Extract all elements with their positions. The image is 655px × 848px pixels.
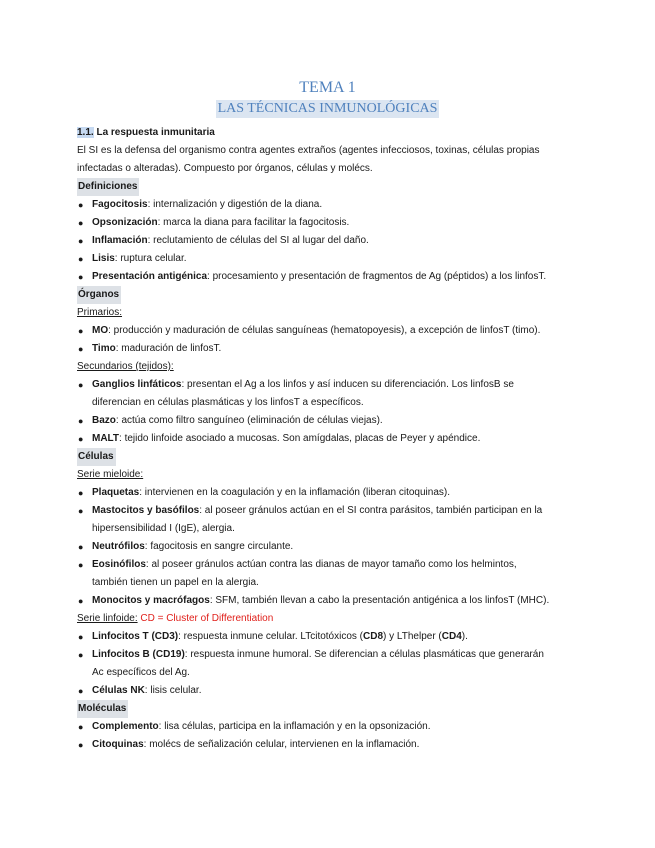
list-item — [77, 214, 582, 232]
bullet-icon: ● — [78, 272, 84, 282]
definition: : maduración de linfosT. — [115, 343, 222, 354]
bullet-icon: ● — [78, 218, 84, 228]
term: Mastocitos y basófilos — [92, 505, 200, 516]
definition-part: ) y LThelper ( — [383, 631, 442, 642]
list-item — [77, 538, 582, 556]
definition: : al poseer gránulos actúan contra las dianas de mayor tamaño como los helmintos, — [145, 559, 517, 570]
definition: : molécs de señalización celular, intervienen en la inflamación. — [143, 739, 420, 750]
moleculas-heading: Moléculas — [77, 700, 128, 718]
term: Células NK — [92, 685, 145, 696]
list-item — [77, 322, 582, 340]
definition: : intervienen en la coagulación y en la inflamación (liberan citoquinas). — [139, 487, 450, 498]
definition-part: ). — [461, 631, 468, 642]
list-item — [77, 430, 582, 448]
definition: : actúa como filtro sanguíneo (eliminación de células viejas). — [115, 415, 383, 426]
list-item — [77, 502, 582, 520]
list-item — [77, 412, 582, 430]
list-item — [77, 718, 582, 736]
bullet-icon: ● — [78, 686, 84, 696]
list-item — [77, 196, 582, 214]
bullet-icon: ● — [78, 344, 84, 354]
section-heading — [77, 124, 582, 142]
cd8-marker: CD8 — [363, 631, 384, 642]
section-number: 1.1. — [77, 127, 94, 138]
list-item-continuation: hipersensibilidad I (IgE), alergia. — [92, 523, 235, 534]
term: Linfocitos B (CD19) — [92, 649, 185, 660]
bullet-icon: ● — [78, 254, 84, 264]
definiciones-heading: Definiciones — [77, 178, 139, 196]
bullet-icon: ● — [78, 506, 84, 516]
bullet-icon: ● — [78, 596, 84, 606]
term: Linfocitos T (CD3) — [92, 631, 179, 642]
list-item — [77, 646, 582, 664]
list-item-continuation: también tienen un papel en la alergia. — [92, 577, 259, 588]
list-item — [77, 376, 582, 394]
chapter-title: TEMA 1 — [299, 79, 356, 96]
definition: : ruptura celular. — [114, 253, 187, 264]
definition: : SFM, también llevan a cabo la presentación antigénica a los linfosT (MHC). — [209, 595, 550, 606]
bullet-icon: ● — [78, 740, 84, 750]
term: Inflamación — [92, 235, 148, 246]
bullet-icon: ● — [78, 434, 84, 444]
definition: : producción y maduración de células sanguíneas (hematopoyesis), a excepción de linfosT (timo). — [108, 325, 541, 336]
term: Plaquetas — [92, 487, 140, 498]
term: Neutrófilos — [92, 541, 145, 552]
definition: : presentan el Ag a los linfos y así inducen su diferenciación. Los linfosB se — [181, 379, 514, 390]
bullet-icon: ● — [78, 488, 84, 498]
bullet-icon: ● — [78, 326, 84, 336]
definition: : respuesta inmune humoral. Se diferencian a células plasmáticas que generarán — [184, 649, 544, 660]
definition: : fagocitosis en sangre circulante. — [144, 541, 294, 552]
celulas-heading: Células — [77, 448, 116, 466]
intro-line: infectadas o alteradas). Compuesto por órganos, células y molécs. — [77, 163, 373, 174]
intro-line: El SI es la defensa del organismo contra agentes extraños (agentes infecciosos, toxinas, células propias — [77, 145, 540, 156]
list-item-continuation: Ac específicos del Ag. — [92, 667, 190, 678]
term: Presentación antigénica — [92, 271, 208, 282]
title-block — [0, 78, 655, 118]
cd4-marker: CD4 — [441, 631, 462, 642]
list-item — [77, 232, 582, 250]
primarios-subheading: Primarios: — [77, 307, 123, 318]
term: Bazo — [92, 415, 116, 426]
definition: : lisis celular. — [144, 685, 202, 696]
bullet-icon: ● — [78, 632, 84, 642]
list-item — [77, 628, 582, 646]
list-item — [77, 556, 582, 574]
bullet-icon: ● — [78, 380, 84, 390]
bullet-icon: ● — [78, 542, 84, 552]
term: Fagocitosis — [92, 199, 148, 210]
list-item — [77, 484, 582, 502]
list-item — [77, 682, 582, 700]
bullet-icon: ● — [78, 560, 84, 570]
definition: : procesamiento y presentación de fragmentos de Ag (péptidos) a los linfosT. — [207, 271, 547, 282]
term: Ganglios linfáticos — [92, 379, 182, 390]
bullet-icon: ● — [78, 722, 84, 732]
definition: : lisa células, participa en la inflamación y en la opsonización. — [158, 721, 431, 732]
chapter-subtitle: LAS TÉCNICAS INMUNOLÓGICAS — [217, 101, 438, 116]
definition: : tejido linfoide asociado a mucosas. Son amígdalas, placas de Peyer y apéndice. — [119, 433, 481, 444]
definition: : marca la diana para facilitar la fagocitosis. — [157, 217, 350, 228]
list-item — [77, 268, 582, 286]
term: MO — [92, 325, 109, 336]
organos-heading: Órganos — [77, 286, 121, 304]
definition: : reclutamiento de células del SI al lugar del daño. — [147, 235, 369, 246]
definition: : al poseer gránulos actúan en el SI contra parásitos, también participan en la — [199, 505, 543, 516]
term: Timo — [92, 343, 116, 354]
definition: : respuesta inmune celular. LTcitotóxicos ( — [178, 631, 364, 642]
secundarios-subheading: Secundarios (tejidos): — [77, 361, 174, 372]
term: Lisis — [92, 253, 115, 264]
linfoide-subheading: Serie linfoide: — [77, 613, 138, 624]
term: Monocitos y macrófagos — [92, 595, 210, 606]
bullet-icon: ● — [78, 416, 84, 426]
term: Opsonización — [92, 217, 158, 228]
mieloide-subheading: Serie mieloide: — [77, 469, 144, 480]
term: Complemento — [92, 721, 159, 732]
list-item — [77, 592, 582, 610]
bullet-icon: ● — [78, 236, 84, 246]
bullet-icon: ● — [78, 200, 84, 210]
term: Eosinófilos — [92, 559, 146, 570]
list-item — [77, 340, 582, 358]
list-item-continuation: diferencian en células plasmáticas y los linfosT a específicos. — [92, 397, 364, 408]
term: MALT — [92, 433, 120, 444]
list-item — [77, 250, 582, 268]
section-title: La respuesta inmunitaria — [96, 127, 215, 138]
document-body — [77, 124, 582, 754]
list-item — [77, 736, 582, 754]
bullet-icon: ● — [78, 650, 84, 660]
term: Citoquinas — [92, 739, 144, 750]
cd-note: CD = Cluster of Differentiation — [140, 613, 274, 624]
definition: : internalización y digestión de la diana. — [147, 199, 323, 210]
